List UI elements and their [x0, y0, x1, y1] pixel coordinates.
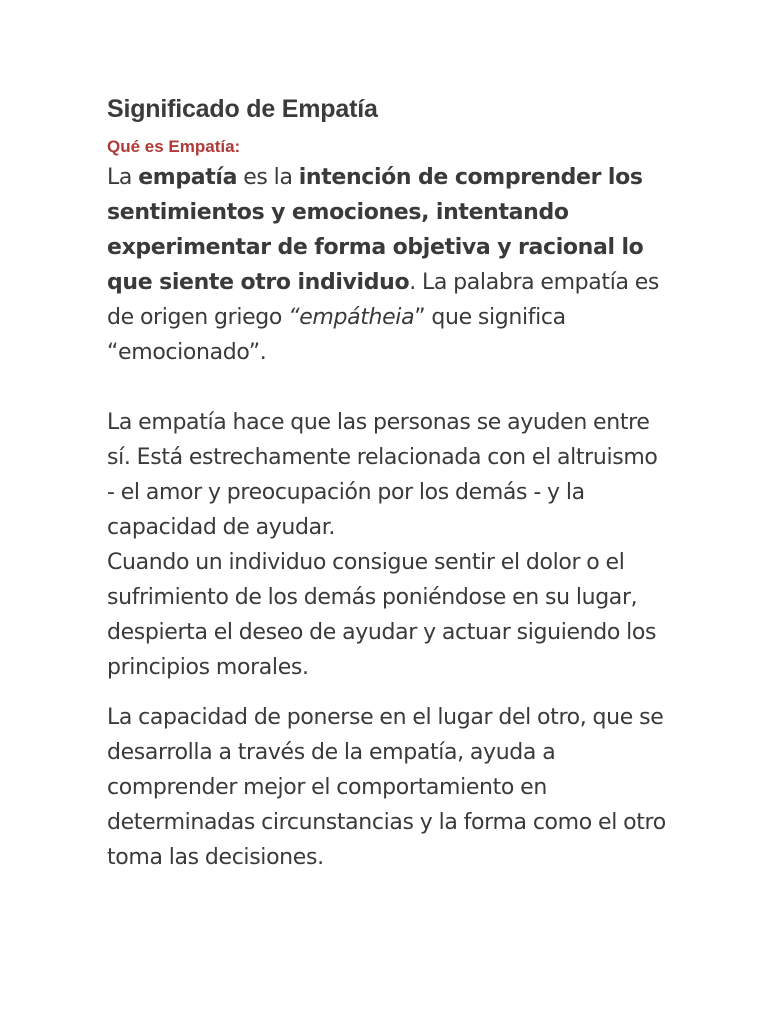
intro-bold-1: empatía: [138, 165, 238, 190]
body-paragraph-2: Cuando un individuo consigue sentir el dolor o el sufrimiento de los demás poniéndose en su lugar, despierta el deseo de ayudar y actuar siguiendo los principios morales.: [107, 550, 657, 680]
page-title: Significado de Empatía: [107, 95, 378, 123]
paragraph-spacer: [107, 685, 667, 700]
intro-text-4: ” que significa “emocionado”.: [107, 305, 566, 365]
intro-italic-1: “empátheia: [288, 305, 415, 330]
section-subtitle: Qué es Empatía:: [107, 137, 241, 156]
intro-text-3: . La palabra empatía es de origen griego: [107, 270, 660, 330]
intro-bold-2: intención de comprender los sentimientos y emociones, intentando experimentar de forma objetiva y racional lo que siente otro individuo: [107, 165, 644, 295]
paragraph-spacer: [107, 370, 667, 405]
intro-text-2: es la: [237, 165, 299, 190]
article: [107, 92, 667, 875]
body-paragraph-3: La capacidad de ponerse en el lugar del otro, que se desarrolla a través de la empatía, ayuda a comprender mejor el comportamiento en determinadas circunstancias y la forma como el otro toma las decisiones.: [107, 705, 666, 870]
intro-paragraph: [107, 160, 667, 370]
intro-text-1: La: [107, 165, 139, 190]
body-paragraph-1: La empatía hace que las personas se ayuden entre sí. Está estrechamente relacionada con el altruismo - el amor y preocupación por los demás - y la capacidad de ayudar.: [107, 410, 658, 540]
